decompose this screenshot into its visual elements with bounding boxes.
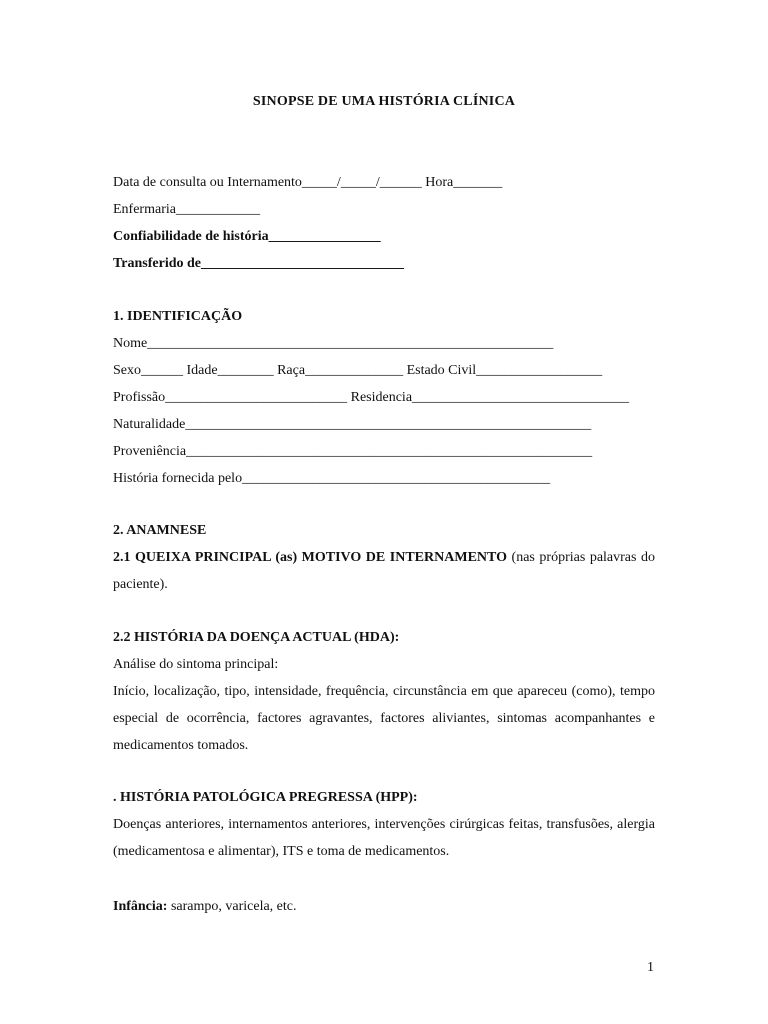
- transferred-from-field: Transferido de_____________________________: [113, 256, 405, 271]
- identification-heading: 1. IDENTIFICAÇÃO: [113, 309, 243, 324]
- hpp-heading: . HISTÓRIA PATOLÓGICA PREGRESSA (HPP):: [113, 790, 418, 805]
- childhood-text: sarampo, varicela, etc.: [167, 899, 297, 914]
- ward-field: Enfermaria____________: [113, 202, 260, 217]
- childhood-label: Infância:: [113, 899, 168, 914]
- hda-heading: 2.2 HISTÓRIA DA DOENÇA ACTUAL (HDA):: [113, 630, 400, 645]
- sex-age-race-civil-field: Sexo______ Idade________ Raça______________ Estado Civil__________________: [113, 363, 603, 378]
- page-number: 1: [647, 960, 654, 975]
- name-field: Nome__________________________________________________________: [113, 336, 554, 351]
- history-reliability-field: Confiabilidade de história________________: [113, 229, 381, 244]
- hda-symptom-analysis: Análise do sintoma principal:: [113, 657, 279, 672]
- childhood-line: [113, 898, 297, 916]
- chief-complaint-paragraph: [113, 544, 655, 598]
- document-title: SINOPSE DE UMA HISTÓRIA CLÍNICA: [252, 94, 516, 109]
- anamnese-heading: 2. ANAMNESE: [113, 523, 207, 538]
- hpp-paragraph: Doenças anteriores, internamentos anteriores, intervenções cirúrgicas feitas, transfusões, alergia (medicamentosa e alimentar), ITS e toma de medicamentos.: [113, 817, 655, 859]
- consultation-date-field: Data de consulta ou Internamento_____/_____/______ Hora_______: [113, 175, 503, 190]
- birthplace-field: Naturalidade__________________________________________________________: [113, 417, 592, 432]
- chief-complaint-note: (nas próprias palavras do paciente).: [113, 550, 656, 592]
- provenance-field: Proveniência__________________________________________________________: [113, 444, 593, 459]
- profession-residence-field: Profissão__________________________ Residencia_______________________________: [113, 390, 630, 405]
- hda-paragraph: Início, localização, tipo, intensidade, frequência, circunstância em que apareceu (como), tempo especial de ocorrência, factores agravantes, factores aliviantes, sintomas acompanhantes e medicamentos tomados.: [113, 684, 655, 753]
- chief-complaint-label: 2.1 QUEIXA PRINCIPAL (as) MOTIVO DE INTERNAMENTO: [113, 550, 507, 565]
- history-provided-by-field: História fornecida pelo____________________________________________: [113, 471, 551, 486]
